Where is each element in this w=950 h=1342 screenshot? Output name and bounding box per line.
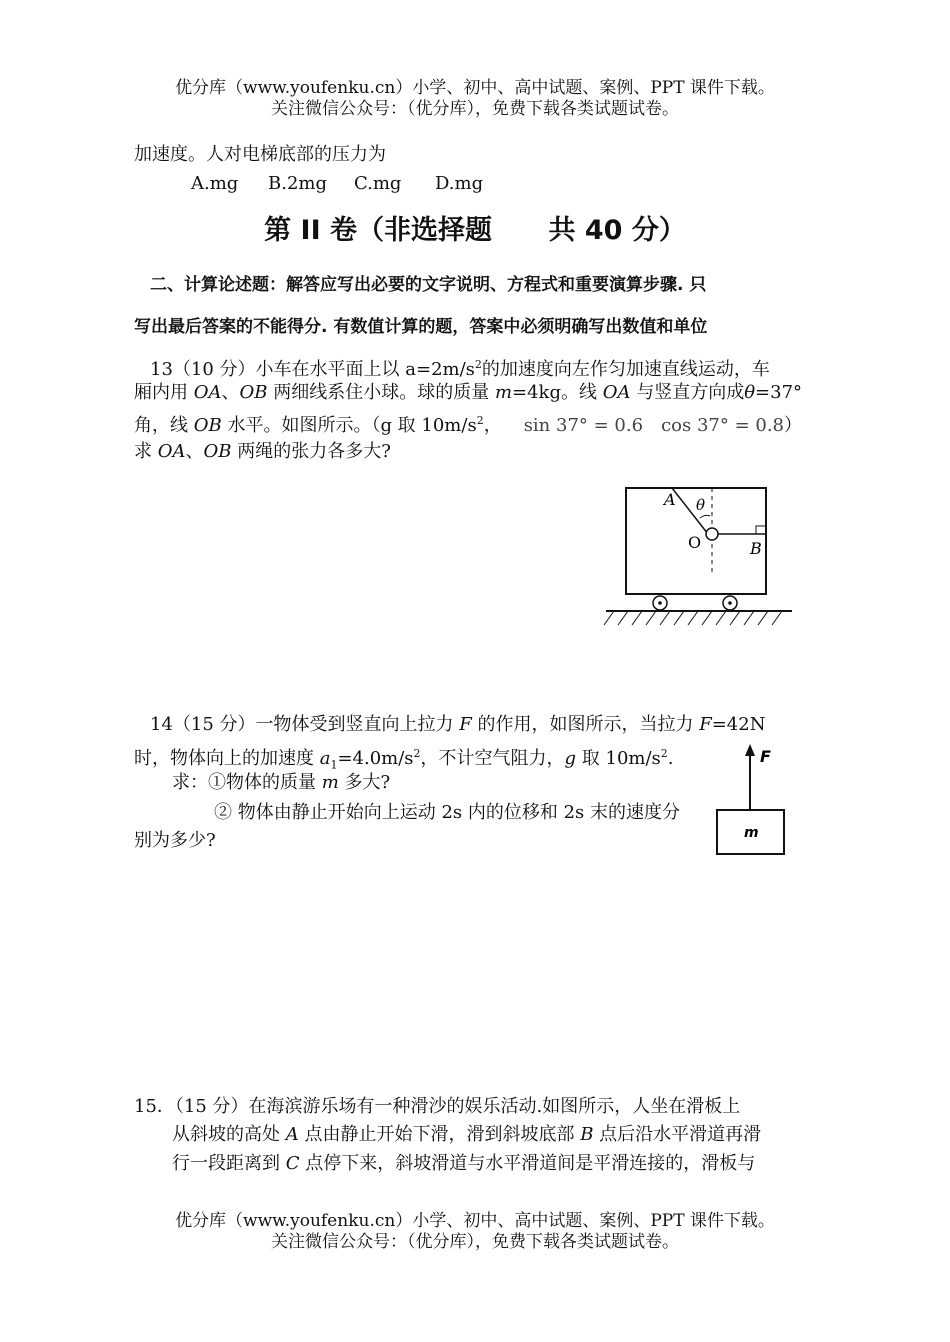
right-angle-mark xyxy=(756,526,766,534)
force-arrow-head xyxy=(745,744,755,756)
q13-line-2: 厢内用 OA、OB 两细线系住小球。球的质量 m=4kg。线 OA 与竖直方向成θ=37° xyxy=(134,382,803,403)
q12-option-d: D.mg xyxy=(435,173,484,194)
header-line-2: 关注微信公众号：（优分库），免费下载各类试题试卷。 xyxy=(271,99,679,119)
footer-line-1: 优分库（www.youfenku.cn）小学、初中、高中试题、案例、PPT 课件下载。 xyxy=(175,1211,775,1231)
label-o: O xyxy=(688,533,702,552)
q14-line-5: 别为多少? xyxy=(134,830,216,851)
q15-line-3: 行一段距离到 C 点停下来，斜坡滑道与水平滑道间是平滑连接的，滑板与 xyxy=(172,1153,756,1174)
q12-option-c: C.mg xyxy=(354,173,402,194)
cos-formula: cos 37° = 0.8 xyxy=(661,415,784,436)
header-line-1: 优分库（www.youfenku.cn）小学、初中、高中试题、案例、PPT 课件下载。 xyxy=(175,78,775,98)
q14-line-3: 求：①物体的质量 m 多大? xyxy=(172,772,391,793)
footer-line-2: 关注微信公众号：（优分库），免费下载各类试题试卷。 xyxy=(271,1232,679,1252)
ball xyxy=(706,528,718,540)
sin-formula: sin 37° = 0.6 xyxy=(523,415,644,436)
q14-line-1: 14（15 分）一物体受到竖直向上拉力 F 的作用，如图所示，当拉力 F=42N xyxy=(150,714,766,735)
q12-tail-text: 加速度。人对电梯底部的压力为 xyxy=(134,144,386,165)
q14-line-4: ② 物体由静止开始向上运动 2s 内的位移和 2s 末的速度分 xyxy=(214,802,680,823)
q12-option-a: A.mg xyxy=(191,173,239,194)
label-b: B xyxy=(750,539,762,558)
q15-line-1: 15．（15 分）在海滨游乐场有一种滑沙的娱乐活动.如图所示，人坐在滑板上 xyxy=(134,1096,741,1117)
cart-figure xyxy=(600,480,800,630)
label-f: F xyxy=(760,747,771,766)
force-figure xyxy=(710,740,800,860)
label-m: m xyxy=(744,825,759,841)
q14-line-2: 时，物体向上的加速度 $a_1=4.0m/s^2$，不计空气阻力，g 取 $10m/s^2$. xyxy=(134,747,674,772)
section-title: 第 II 卷（非选择题 共 40 分） xyxy=(264,215,686,246)
q13-line-4: 求 OA、OB 两绳的张力各多大? xyxy=(134,441,391,462)
label-a: A xyxy=(664,490,676,509)
q12-option-b: B.2mg xyxy=(268,173,327,194)
section2-line-2: 写出最后答案的不能得分. 有数值计算的题，答案中必须明确写出数值和单位 xyxy=(134,317,708,337)
angle-arc xyxy=(700,515,710,518)
q13-line-1: 13（10 分）小车在水平面上以 $a=2m/s^2$的加速度向左作匀加速直线运动，车 xyxy=(150,358,770,380)
ground-hatching xyxy=(604,611,782,625)
section2-line-1: 二、计算论述题：解答应写出必要的文字说明、方程式和重要演算步骤. 只 xyxy=(150,275,707,295)
label-theta: θ xyxy=(696,496,706,514)
q13-line-3: 角，线 OB 水平。如图所示。（g 取 $10m/s^2$， sin 37° = 0.6 cos 37° = 0.8） xyxy=(134,414,802,436)
q15-line-2: 从斜坡的高处 A 点由静止开始下滑，滑到斜坡底部 B 点后沿水平滑道再滑 xyxy=(172,1124,762,1145)
